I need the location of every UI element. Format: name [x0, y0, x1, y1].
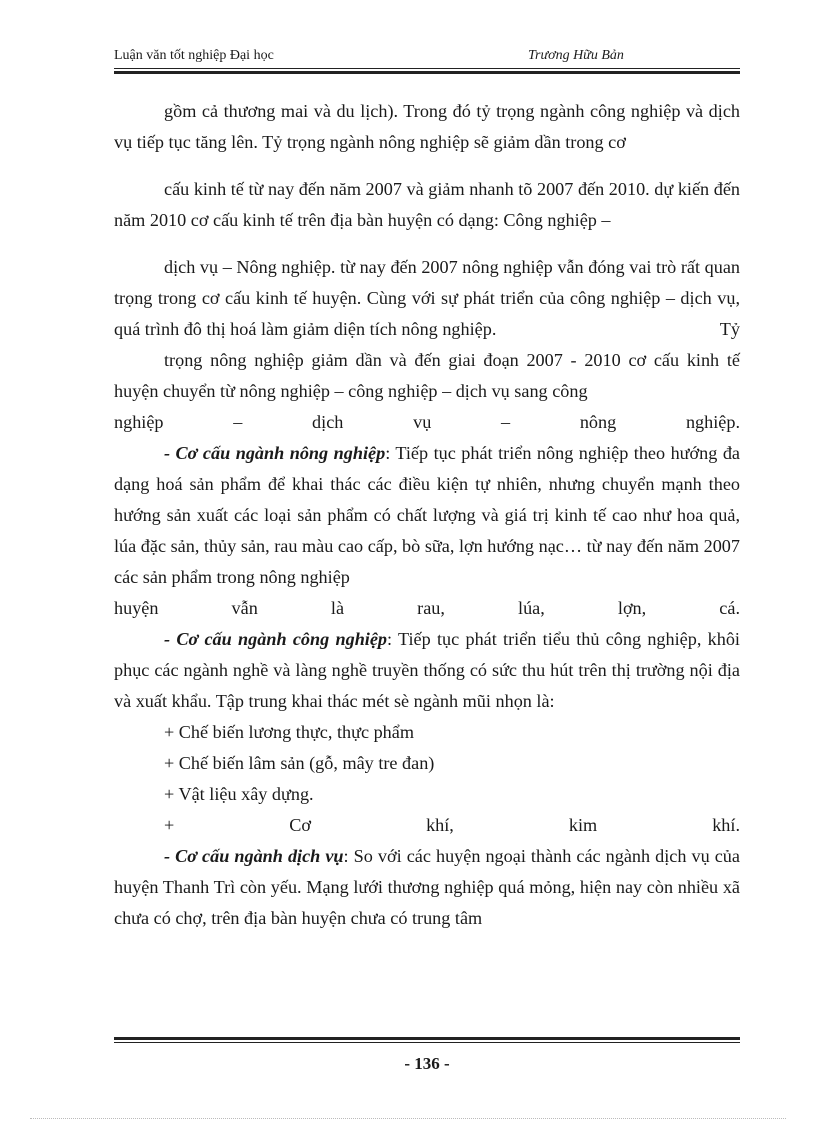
- agriculture-heading: - Cơ cấu ngành nông nghiệp: [164, 443, 386, 463]
- paragraph: cấu kinh tế từ nay đến năm 2007 và giảm nhanh tõ 2007 đến 2010. dự kiến đến năm 2010 cơ cấu kinh tế trên địa bàn huyện có dạng: Công nghiệp –: [114, 179, 740, 230]
- agriculture-text: : Tiếp tục phát triển nông nghiệp theo hướng đa dạng hoá sản phẩm để khai thác các điều kiện tự nhiên, nhưng chuyển mạnh theo hướng sản xuất các loại sản phẩm có chất lượng và giá trị kinh tế cao như hoa quả, lúa đặc sản, thủy sản, rau màu cao cấp, bò sữa, lợn hướng nạc… từ nay đến năm 2007 các sản phẩm trong nông nghiệp: [114, 443, 740, 587]
- paragraph-text: dịch vụ – Nông nghiệp. từ nay đến 2007 nông nghiệp vẫn đóng vai trò rất quan trọng trong cơ cấu kinh tế huyện. Cùng với sự phát triển của công nghiệp – dịch vụ, quá trình đô thị hoá làm giảm diện tích nông nghiệp.: [114, 257, 740, 339]
- list-item: + Chế biến lương thực, thực phẩm: [164, 722, 414, 742]
- list-item: + Cơ khí, kim khí.: [164, 815, 740, 835]
- industry-heading: - Cơ cấu ngành công nghiệp: [164, 629, 388, 649]
- paragraph-tail: Tỷ: [719, 319, 740, 339]
- agriculture-paragraph: [114, 438, 740, 593]
- header-rule-thick: [114, 71, 740, 74]
- services-heading: - Cơ cấu ngành dịch vụ: [164, 846, 344, 866]
- footer-rule-thick: [114, 1037, 740, 1040]
- list-item: + Chế biến lâm sản (gỗ, mây tre đan): [164, 753, 435, 773]
- paragraph: gồm cả thương mai và du lịch). Trong đó tỷ trọng ngành công nghiệp và dịch vụ tiếp tục tăng lên. Tỷ trọng ngành nông nghiệp sẽ giảm dần trong cơ: [114, 101, 740, 152]
- paragraph-last-line: nghiệp – dịch vụ – nông nghiệp.: [114, 412, 740, 432]
- industry-paragraph: [114, 624, 740, 717]
- services-paragraph: [114, 841, 740, 934]
- body-text: [114, 96, 740, 934]
- services-text: : So với các huyện ngoại thành các ngành dịch vụ của huyện Thanh Trì còn yếu. Mạng lưới thương nghiệp quá mỏng, hiện nay còn nhiều xã chưa có chợ, trên địa bàn huyện chưa có trung tâm: [114, 846, 740, 928]
- page-header: [114, 46, 740, 66]
- page-bottom-dotted-line: [30, 1118, 786, 1119]
- header-author: Trương Hữu Bản: [528, 48, 624, 63]
- industry-text: : Tiếp tục phát triển tiểu thủ công nghiệp, khôi phục các ngành nghề và làng nghề truyền thống có sức thu hút trên thị trường nội địa và xuất khẩu. Tập trung khai thác mét sè ngành mũi nhọn là:: [114, 629, 740, 711]
- list-item: + Vật liệu xây dựng.: [164, 784, 314, 804]
- page-number: - 136 -: [404, 1054, 450, 1073]
- header-thesis-title: Luận văn tốt nghiệp Đại học: [114, 48, 274, 63]
- footer-rule-thin: [114, 1042, 740, 1043]
- agriculture-last-line: huyện vẫn là rau, lúa, lợn, cá.: [114, 598, 740, 618]
- paragraph: trọng nông nghiệp giảm dần và đến giai đoạn 2007 - 2010 cơ cấu kinh tế huyện chuyển từ nông nghiệp – công nghiệp – dịch vụ sang công: [114, 350, 740, 401]
- header-rule-thin: [114, 68, 740, 69]
- paragraph: [114, 252, 740, 345]
